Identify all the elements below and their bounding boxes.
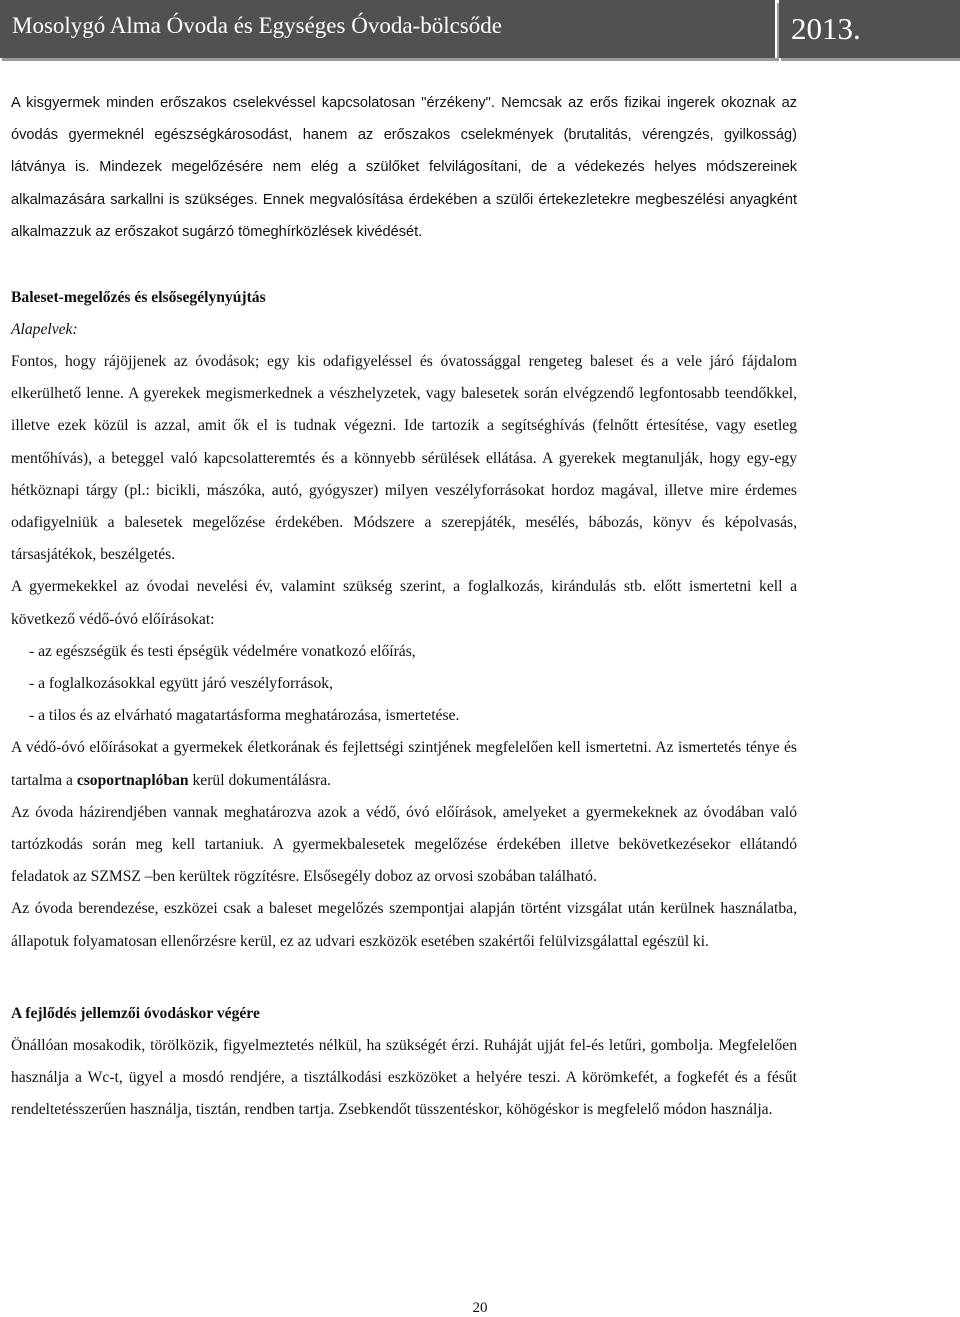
paragraph-text: A védő-óvó előírásokat a gyermekek életkorának és fejlettségi szintjének megfelelően kell ismertetni. Az ismertetés ténye és tartalma a [11,739,797,789]
header-title: Mosolygó Alma Óvoda és Egységes Óvoda-bölcsőde [12,13,502,38]
baleset-paragraph-1: Fontos, hogy rájöjjenek az óvodások; egy kis odafigyeléssel és óvatossággal rengeteg baleset és a vele járó fájdalom elkerülhető lenne. A gyerekek megismerkednek a vészhelyzetek, vagy balesetek során elvégzendő legfontosabb teendőkkel, illetve ezek közül is azzal, amit ők el is tudnak végezni. Ide tartozik a segítséghívás (felnőtt értesítése, vagy esetleg mentőhívás), a beteggel való kapcsolatteremtés és a könnyebb sérülések ellátása. A gyerekek megtanulják, hogy egy-egy hétköznapi tárgy (pl.: bicikli, mászóka, autó, gyógyszer) milyen veszélyforrásokat hordoz magával, illetve mire érdemes odafigyelniük a balesetek megelőzése érdekében. Módszere a szerepjáték, mesélés, bábozás, könyv és képolvasás, társasjátékok, beszélgetés. [11,353,797,564]
list-item: - az egészségük és testi épségük védelmére vonatkozó előírás, [29,642,416,660]
document-body [11,87,797,1126]
list-item: - a foglalkozásokkal együtt járó veszélyforrások, [29,675,333,693]
header-title-box [0,0,777,58]
baleset-paragraph-3 [11,732,797,796]
header-year-box [779,0,960,58]
spacer [11,248,797,282]
paragraph-text: kerül dokumentálásra. [188,771,332,789]
intro-paragraph: A kisgyermek minden erőszakos cselekvéssel kapcsolatosan "érzékeny". Nemcsak az erős fizikai ingerek okoznak az óvodás gyermeknél egészségkárosodást, hanem az erőszakos cselekmények (brutalitás, vérengzés, gyilkosság) látványa is. Mindezek megelőzésére nem elég a szülőket felvilágosítani, de a védekezés helyes módszereinek alkalmazására sarkallni is szükséges. Ennek megvalósítása érdekében a szülői értekezletekre megbeszélési anyagként alkalmazzuk az erőszakot sugárzó tömeghírközlések kivédését. [11,95,797,240]
page-header [0,0,960,68]
header-year: 2013. [791,11,861,46]
fejlodes-paragraph: Önállóan mosakodik, törölközik, figyelmeztetés nélkül, ha szükségét érzi. Ruháját ujját fel-és letűri, gombolja. Megfelelően használja a Wc-t, ügyel a mosdó rendjére, a tisztálkodási eszközöket a helyére teszi. A körömkefét, a fogkefét és a fésűt rendeltetésszerűen használja, tisztán, rendben tartja. Zsebkendőt tüsszentéskor, köhögéskor is megfelelő módon használja. [11,1036,797,1119]
rules-list [11,636,797,733]
baleset-paragraph-2: A gyermekekkel az óvodai nevelési év, valamint szükség szerint, a foglalkozás, kirándulás stb. előtt ismertetni kell a következő védő-óvó előírásokat: [11,578,797,628]
section-subheading-alapelvek: Alapelvek: [11,321,78,339]
spacer [11,958,797,998]
baleset-paragraph-4: Az óvoda házirendjében vannak meghatározva azok a védő, óvó előírások, amelyeket a gyermekeknek az óvodában való tartózkodás során meg kell tartaniuk. A gyermekbalesetek megelőzése érdekében illetve bekövetkezésekor ellátandó feladatok az SZMSZ –ben kerültek rögzítésre. Elsősegély doboz az orvosi szobában található. [11,803,797,886]
section-heading-baleset: Baleset-megelőzés és elsősegélynyújtás [11,289,266,307]
page-number: 20 [472,1300,488,1316]
baleset-paragraph-5: Az óvoda berendezése, eszközei csak a baleset megelőzés szempontjai alapján történt vizsgálat után kerülnek használatba, állapotuk folyamatosan ellenőrzésre kerül, ez az udvari eszközök esetében szakértői felülvizsgálattal egészül ki. [11,900,797,950]
list-item: - a tilos és az elvárható magatartásforma meghatározása, ismertetése. [29,707,460,725]
section-heading-fejlodes: A fejlődés jellemzői óvodáskor végére [11,1004,260,1022]
bold-term: csoportnaplóban [76,771,189,789]
